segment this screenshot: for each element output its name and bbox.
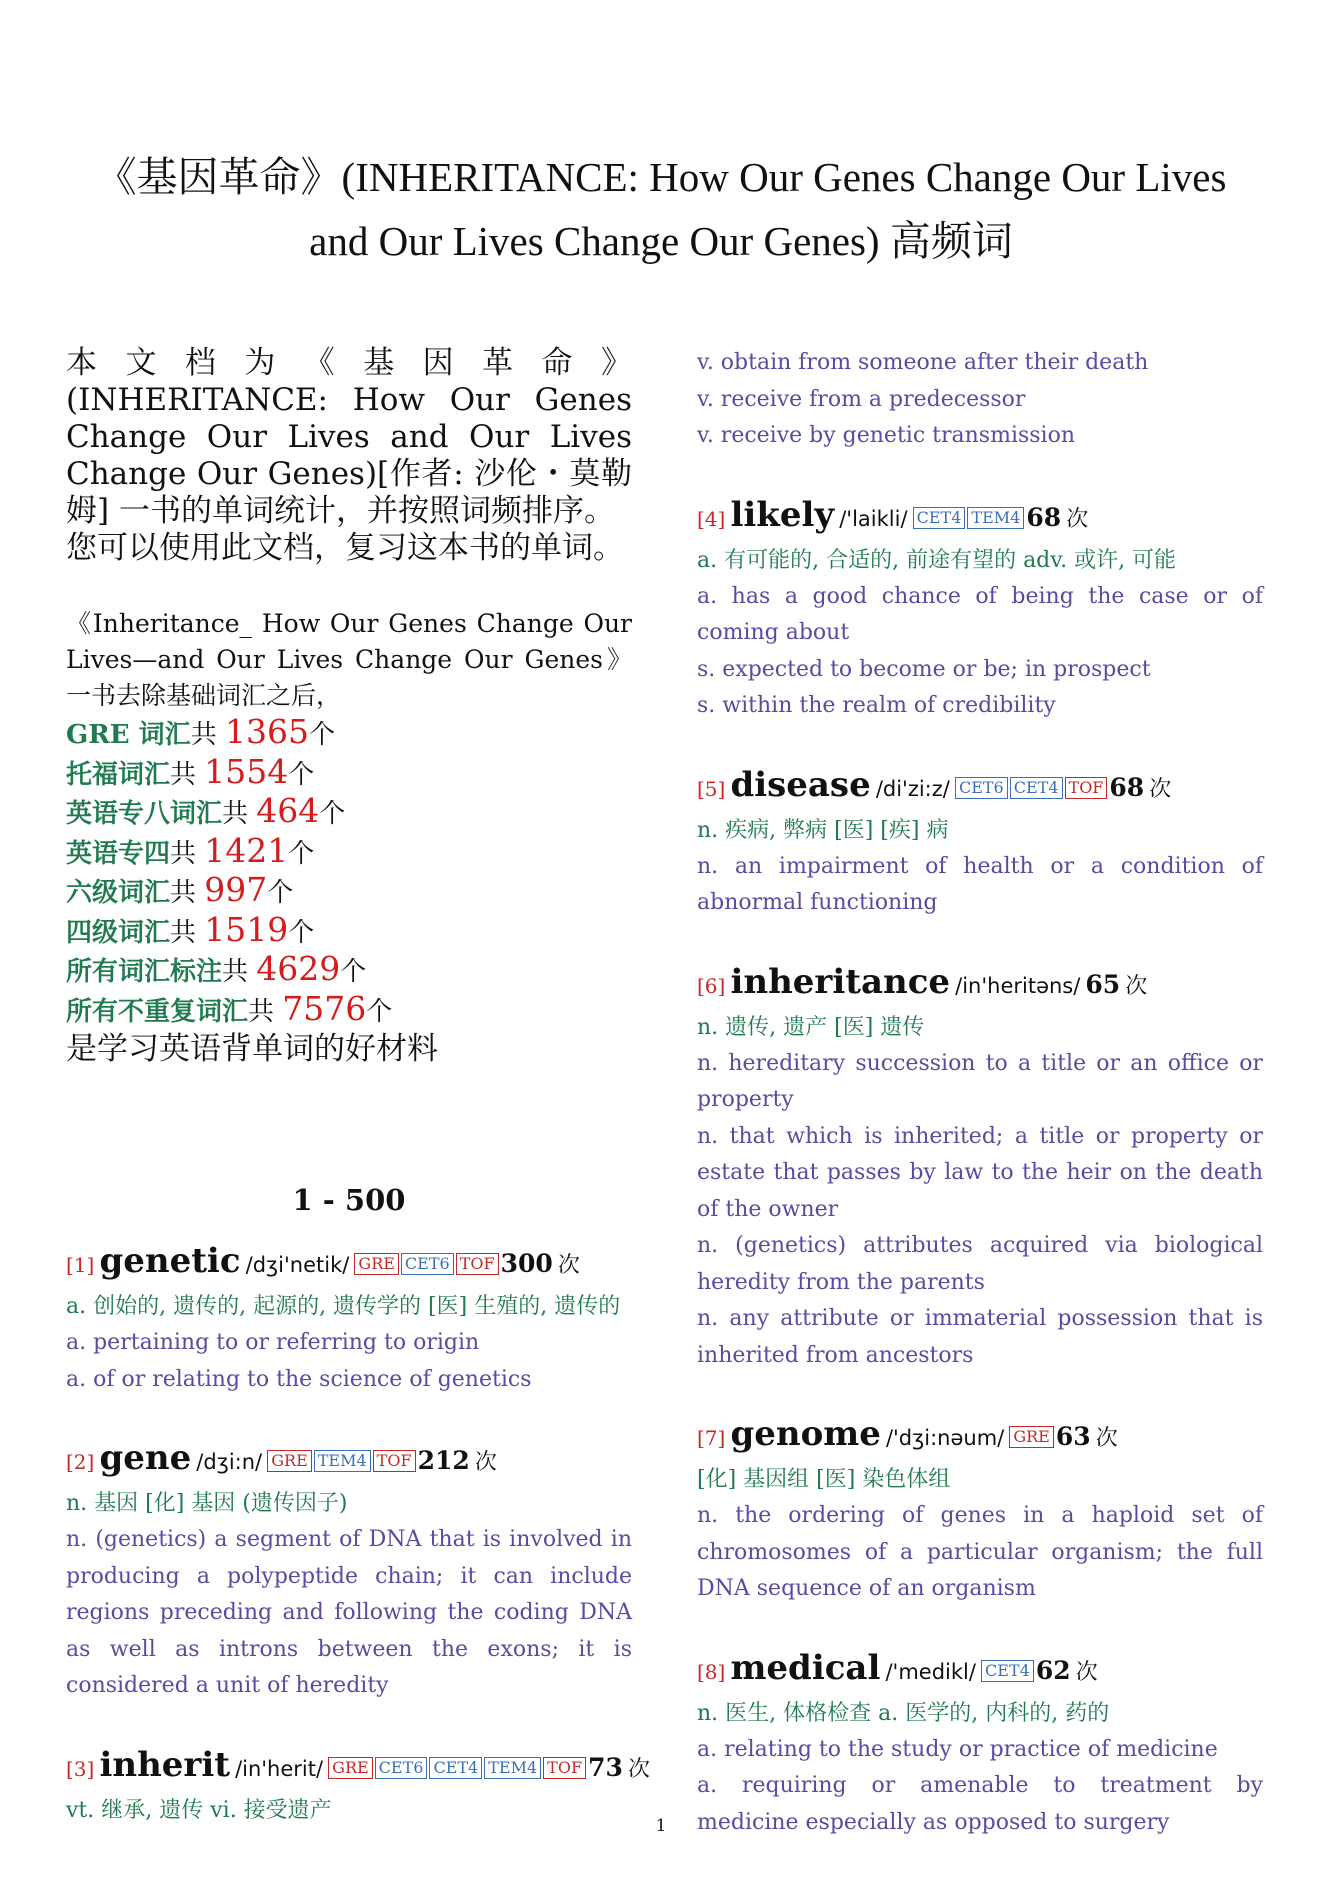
entry-head xyxy=(66,1743,650,1793)
stat-mid: 共 xyxy=(190,720,225,750)
entry-word: likely xyxy=(730,494,835,535)
stat-unit: 个 xyxy=(267,878,294,908)
entry-pronunciation: /'dʒi:nəum/ xyxy=(885,1426,1005,1450)
exam-tag: GRE xyxy=(354,1253,399,1275)
entry xyxy=(697,1412,1263,1608)
entry-pronunciation: /'laikli/ xyxy=(839,506,908,531)
stat-line xyxy=(66,988,632,1031)
entry-index: [2] xyxy=(66,1450,95,1474)
stat-unit: 个 xyxy=(308,720,335,750)
stat-count: 464 xyxy=(256,791,320,830)
entry-chinese-definition: [化] 基因组 [医] 染色体组 xyxy=(697,1467,951,1492)
stat-label: 英语专四 xyxy=(66,838,171,869)
stat-label: 六级词汇 xyxy=(66,878,171,908)
stat-count: 1421 xyxy=(204,830,289,870)
stats-block xyxy=(66,606,632,1068)
entry-word: gene xyxy=(99,1438,192,1478)
entry-english-definition: s. within the realm of credibility xyxy=(697,693,1056,718)
entry-pronunciation: /in'herit/ xyxy=(235,1756,324,1781)
stat-line xyxy=(66,751,632,794)
frequency-unit: 次 xyxy=(627,1756,650,1782)
entry-chinese-definition: n. 医生, 体格检查 a. 医学的, 内科的, 药的 xyxy=(697,1700,1110,1726)
frequency-unit: 次 xyxy=(1066,506,1089,532)
entry-frequency: 68 xyxy=(1026,502,1062,532)
stat-mid: 共 xyxy=(248,996,283,1027)
stat-count: 4629 xyxy=(256,949,341,988)
entry-continued xyxy=(697,345,1263,455)
entry-index: [6] xyxy=(697,973,726,998)
entry-index: [3] xyxy=(66,1756,95,1781)
document-title xyxy=(60,145,1262,273)
entry-frequency: 63 xyxy=(1055,1422,1091,1451)
exam-tag: CET4 xyxy=(1010,777,1063,799)
stat-unit: 个 xyxy=(288,917,315,948)
entry-word: disease xyxy=(730,764,871,805)
entry-chinese-definition: n. 疾病, 弊病 [医] [疾] 病 xyxy=(697,817,949,843)
entry-chinese-definition: vt. 继承, 遗传 vi. 接受遗产 xyxy=(66,1797,332,1823)
entry-pronunciation: /di'zi:z/ xyxy=(875,776,950,801)
entry-word: inherit xyxy=(99,1744,230,1785)
stat-label: 四级词汇 xyxy=(66,917,171,948)
frequency-unit: 次 xyxy=(557,1253,580,1278)
stat-count: 997 xyxy=(204,870,268,909)
entry-pronunciation: /'medikl/ xyxy=(885,1659,976,1684)
exam-tag: GRE xyxy=(1009,1426,1054,1448)
stat-label: 英语专八词汇 xyxy=(66,799,223,829)
frequency-unit: 次 xyxy=(1125,973,1148,999)
title-line-2: and Our Lives Change Our Genes) 高频词 xyxy=(309,218,1013,264)
stat-line xyxy=(66,872,632,912)
entry-head xyxy=(697,960,1263,1010)
exam-tag: CET6 xyxy=(401,1253,454,1275)
stat-unit: 个 xyxy=(319,799,346,829)
stat-unit: 个 xyxy=(288,759,315,790)
stat-unit: 个 xyxy=(340,957,367,987)
entry-pronunciation: /in'heritəns/ xyxy=(955,973,1081,998)
entry xyxy=(697,960,1263,1375)
entry-chinese-definition: n. 遗传, 遗产 [医] 遗传 xyxy=(697,1014,925,1040)
stat-count: 7576 xyxy=(282,988,367,1028)
stat-line xyxy=(66,909,632,952)
intro xyxy=(66,345,632,567)
stat-count: 1554 xyxy=(204,751,289,791)
entry-head xyxy=(697,1412,1263,1462)
entry-english-definition: a. relating to the study or practice of medicine xyxy=(697,1736,1218,1762)
title-line-1: 《基因革命》(INHERITANCE: How Our Genes Change Our Lives xyxy=(95,154,1227,200)
stat-mid: 共 xyxy=(170,917,205,948)
entry-english-definition: a. pertaining to or referring to origin xyxy=(66,1330,480,1355)
stat-label: 所有不重复词汇 xyxy=(66,996,249,1027)
exam-tag: CET4 xyxy=(981,1660,1034,1682)
entry-head xyxy=(66,1436,632,1486)
entry-english-definition: a. has a good chance of being the case or of coming about xyxy=(697,583,1263,645)
entry-frequency: 212 xyxy=(417,1446,470,1475)
entry-english-definition: n. that which is inherited; a title or property or estate that passes by law to the heir on the death of the owner xyxy=(697,1123,1263,1222)
entry-word: medical xyxy=(730,1647,881,1688)
frequency-unit: 次 xyxy=(1075,1659,1098,1685)
exam-tag: CET6 xyxy=(375,1757,428,1779)
stat-mid: 共 xyxy=(222,957,257,987)
exam-tag: TEM4 xyxy=(484,1757,541,1779)
entry-english-definition: n. any attribute or immaterial possession that is inherited from ancestors xyxy=(697,1306,1263,1368)
exam-tag: GRE xyxy=(328,1757,373,1779)
page-number: 1 xyxy=(655,1816,667,1836)
entry xyxy=(66,1239,632,1398)
range-heading: 1 - 500 xyxy=(292,1183,406,1217)
entry-chinese-definition: a. 创始的, 遗传的, 起源的, 遗传学的 [医] 生殖的, 遗传的 xyxy=(66,1294,621,1319)
stat-mid: 共 xyxy=(170,759,205,790)
entry-pronunciation: /dʒi'netik/ xyxy=(245,1253,350,1277)
entry-word: genome xyxy=(730,1414,881,1454)
entry-english-definition: v. receive by genetic transmission xyxy=(697,423,1076,448)
stat-line xyxy=(66,830,632,873)
entry-english-definition: s. expected to become or be; in prospect xyxy=(697,656,1151,682)
frequency-unit: 次 xyxy=(1149,776,1172,802)
exam-tag: CET4 xyxy=(913,507,966,529)
entry-english-definition: a. of or relating to the science of genetics xyxy=(66,1366,532,1392)
exam-tag: TOF xyxy=(543,1757,586,1779)
entry-frequency: 73 xyxy=(588,1752,623,1782)
stats-closing: 是学习英语背单词的好材料 xyxy=(66,1031,438,1067)
entry-chinese-definition: n. 基因 [化] 基因 (遗传因子) xyxy=(66,1491,348,1516)
entry xyxy=(697,763,1263,922)
entry-index: [1] xyxy=(66,1253,95,1277)
entry-english-definition: n. hereditary succession to a title or an office or property xyxy=(697,1050,1263,1112)
entry-index: [4] xyxy=(697,506,726,531)
exam-tag: TEM4 xyxy=(967,507,1024,529)
stat-mid: 共 xyxy=(222,799,257,829)
exam-tag: CET6 xyxy=(955,777,1008,799)
intro-paragraph-2: 您可以使用此文档，复习这本书的单词。 xyxy=(66,530,624,566)
stat-label: GRE 词汇 xyxy=(66,720,191,750)
exam-tag: TOF xyxy=(373,1450,416,1472)
entry-english-definition: n. an impairment of health or a condition of abnormal functioning xyxy=(697,853,1263,915)
entry-frequency: 68 xyxy=(1109,772,1145,802)
exam-tag: GRE xyxy=(267,1450,312,1472)
entry-english-definition: a. requiring or amenable to treatment by medicine especially as opposed to surgery xyxy=(697,1773,1263,1835)
stat-count: 1365 xyxy=(224,712,309,751)
entry-word: genetic xyxy=(99,1241,241,1281)
entry-english-definition: v. obtain from someone after their death xyxy=(697,350,1149,375)
entry-index: [7] xyxy=(697,1426,726,1450)
exam-tag: TEM4 xyxy=(314,1450,371,1472)
entry-index: [8] xyxy=(697,1659,726,1684)
stat-unit: 个 xyxy=(366,996,393,1027)
entry xyxy=(697,493,1263,725)
frequency-unit: 次 xyxy=(1095,1426,1118,1451)
entry-word: inheritance xyxy=(730,961,951,1002)
entry-english-definition: n. (genetics) a segment of DNA that is involved in producing a polypeptide chain; it can include regions preceding and following the coding DNA as well as introns between the exons; it is considered a unit of heredity xyxy=(66,1527,632,1698)
entry-english-definition: v. receive from a predecessor xyxy=(697,386,1026,412)
stat-line xyxy=(66,951,632,991)
entry xyxy=(697,1646,1263,1842)
entries-left xyxy=(66,1239,650,1829)
stat-line xyxy=(66,714,632,754)
entry-frequency: 65 xyxy=(1085,969,1121,999)
entry-pronunciation: /dʒi:n/ xyxy=(196,1450,263,1474)
frequency-unit: 次 xyxy=(474,1450,497,1475)
right-column xyxy=(697,345,1263,1879)
entry-frequency: 300 xyxy=(500,1249,553,1278)
left-column xyxy=(66,345,650,1829)
exam-tag: CET4 xyxy=(429,1757,482,1779)
exam-tag: TOF xyxy=(456,1253,499,1275)
stat-label: 托福词汇 xyxy=(66,759,171,790)
stats-list xyxy=(66,714,632,1030)
stat-count: 1519 xyxy=(204,909,289,949)
entry-head xyxy=(697,493,1263,543)
entry-frequency: 62 xyxy=(1035,1655,1071,1685)
entry xyxy=(66,1436,632,1705)
entry-head xyxy=(66,1239,632,1289)
stat-unit: 个 xyxy=(288,838,315,869)
entries-right xyxy=(697,345,1263,1841)
entry-index: [5] xyxy=(697,776,726,801)
exam-tag: TOF xyxy=(1065,777,1108,799)
stat-label: 所有词汇标注 xyxy=(66,957,223,987)
intro-paragraph-1: 本文档为《基因革命》(INHERITANCE: How Our Genes Change Our Lives and Our Lives Change Our Genes)[作者: 沙伦・莫勒姆] 一书的单词统计，并按照词频排序。 xyxy=(66,345,632,529)
entry-english-definition: n. the ordering of genes in a haploid set of chromosomes of a particular organism; the full DNA sequence of an organism xyxy=(697,1503,1263,1601)
entry-head xyxy=(697,1646,1263,1696)
stat-mid: 共 xyxy=(170,838,205,869)
stat-line xyxy=(66,793,632,833)
entry-chinese-definition: a. 有可能的, 合适的, 前途有望的 adv. 或许, 可能 xyxy=(697,547,1177,573)
stats-source-line: 《Inheritance_ How Our Genes Change Our Lives—and Our Lives Change Our Genes》一书去除基础词汇之后， xyxy=(66,609,632,710)
stat-mid: 共 xyxy=(170,878,205,908)
entry-english-definition: n. (genetics) attributes acquired via biological heredity from the parents xyxy=(697,1233,1263,1295)
entry-head xyxy=(697,763,1263,813)
